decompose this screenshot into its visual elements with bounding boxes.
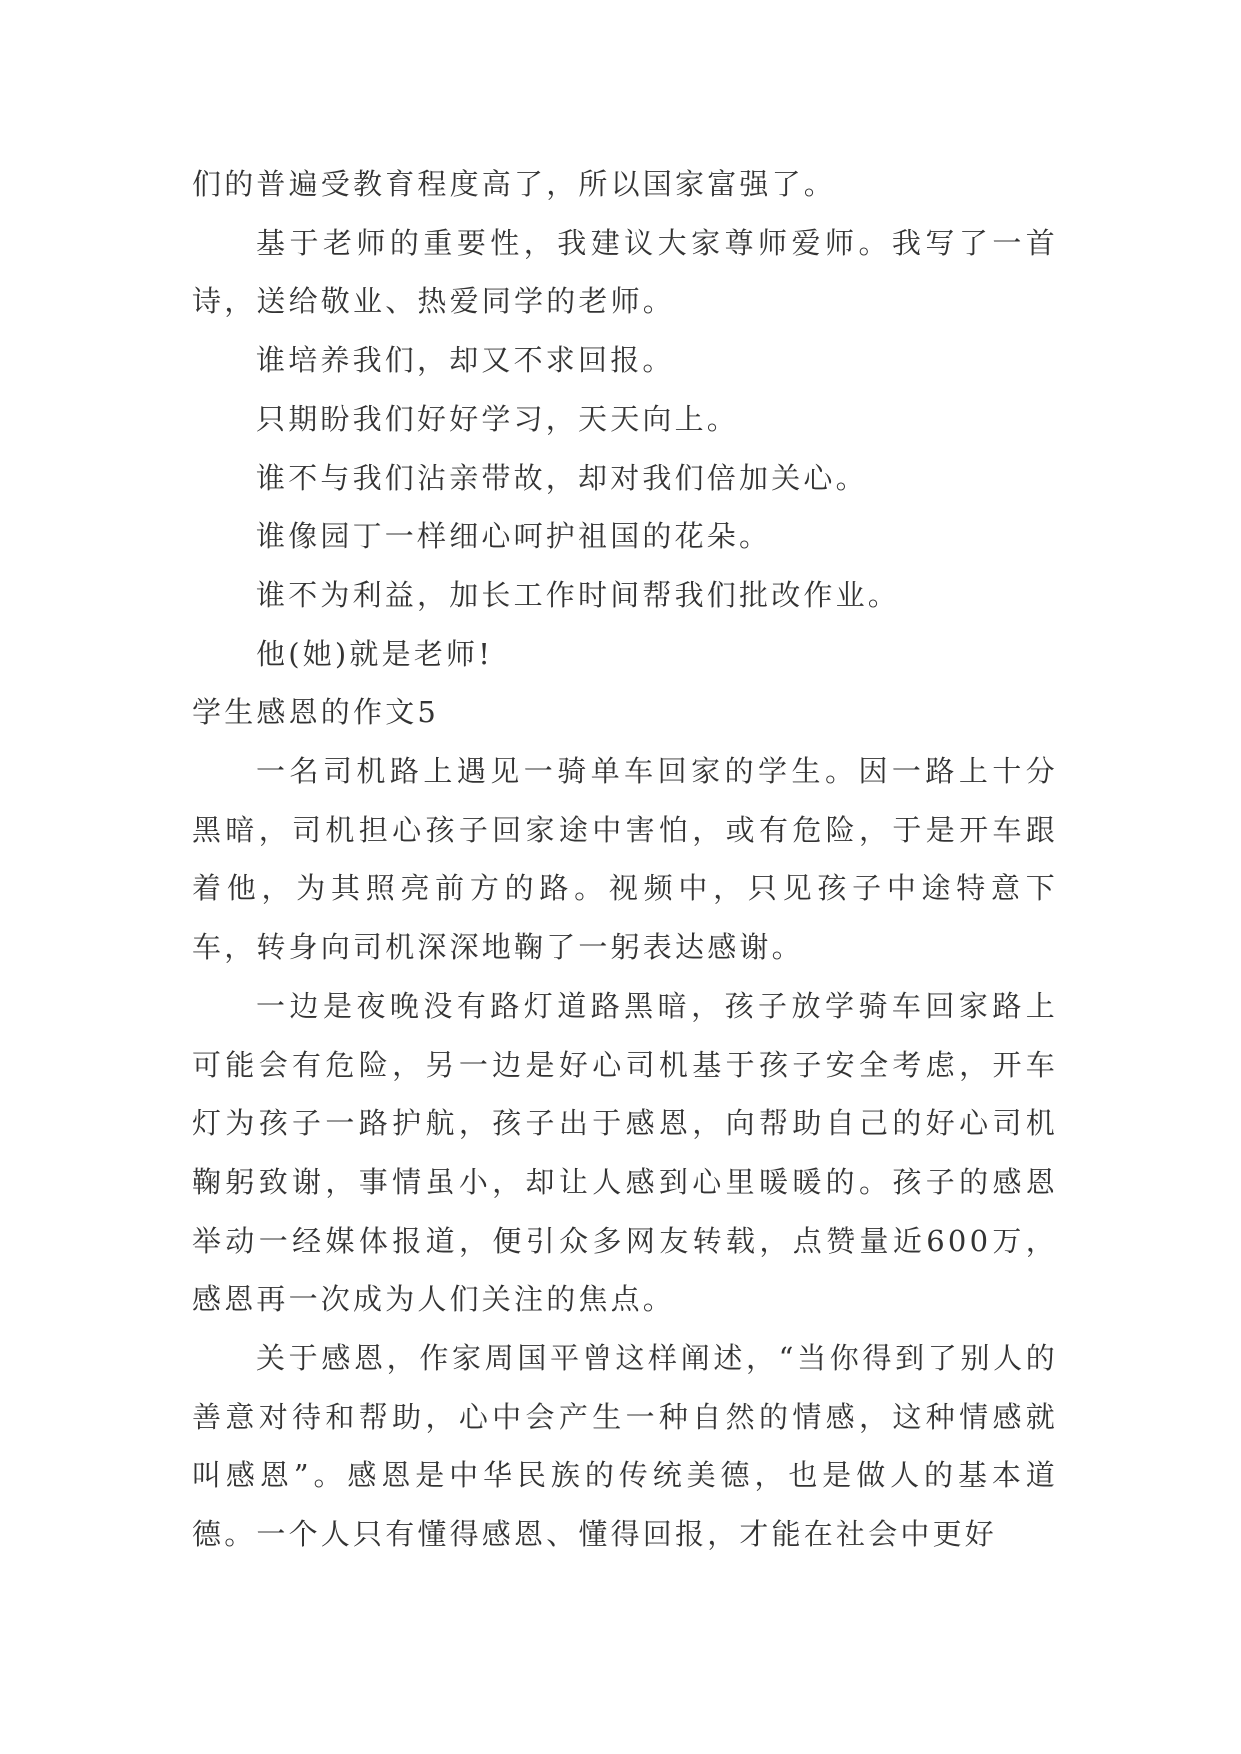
paragraph-1: 们的普遍受教育程度高了，所以国家富强了。 xyxy=(192,167,837,201)
poem-line-4: 谁像园丁一样细心呵护祖国的花朵。 xyxy=(256,519,772,554)
poem-line-6: 他(她)就是老师! xyxy=(256,636,494,671)
paragraph-3: 一名司机路上遇见一骑单车回家的学生。因一路上十分黑暗，司机担心孩子回家途中害怕，或有危险，于是开车跟着他，为其照亮前方的路。视频中，只见孩子中途特意下车，转身向司机深深地鞠了一躬表达感谢。 xyxy=(192,754,1058,965)
poem-line-3: 谁不与我们沾亲带故，却对我们倍加关心。 xyxy=(256,460,868,495)
poem-line-2: 只期盼我们好好学习，天天向上。 xyxy=(256,401,740,436)
poem-line-1: 谁培养我们，却又不求回报。 xyxy=(256,343,675,378)
section-heading: 学生感恩的作文5 xyxy=(192,695,440,730)
poem-line-5: 谁不为利益，加长工作时间帮我们批改作业。 xyxy=(256,577,901,612)
document-body xyxy=(192,155,1058,1564)
paragraph-4: 一边是夜晚没有路灯道路黑暗，孩子放学骑车回家路上可能会有危险，另一边是好心司机基于孩子安全考虑，开车灯为孩子一路护航，孩子出于感恩，向帮助自己的好心司机鞠躬致谢，事情虽小，却让人感到心里暖暖的。孩子的感恩举动一经媒体报道，便引众多网友转载，点赞量近600万，感恩再一次成为人们关注的焦点。 xyxy=(192,988,1058,1317)
paragraph-2: 基于老师的重要性，我建议大家尊师爱师。我写了一首诗，送给敬业、热爱同学的老师。 xyxy=(192,225,1058,319)
paragraph-5: 关于感恩，作家周国平曾这样阐述，“当你得到了别人的善意对待和帮助，心中会产生一种自然的情感，这种情感就叫感恩”。感恩是中华民族的传统美德，也是做人的基本道德。一个人只有懂得感恩、懂得回报，才能在社会中更好 xyxy=(192,1341,1058,1552)
